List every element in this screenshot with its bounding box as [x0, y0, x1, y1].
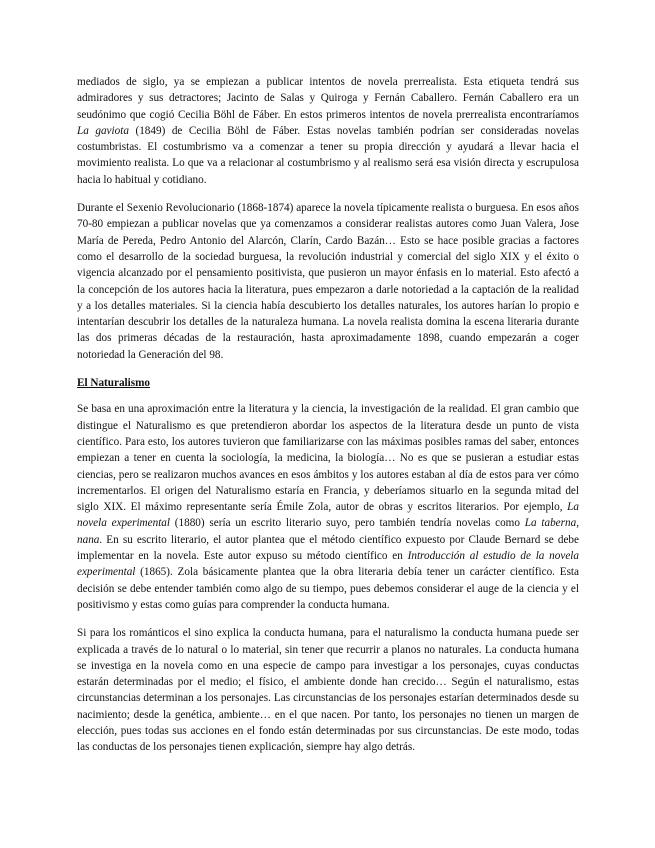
paragraph-text: (1865). Zola básicamente plantea que la obra literaria debía tener un carácter científico. Esta decisión se debe entender también como algo de su tiempo, pues debemos considerar el auge de la ciencia y el positivismo y estas como guías para comprender la conducta humana.: [77, 566, 579, 611]
paragraph-text: mediados de siglo, ya se empiezan a publicar intentos de novela prerrealista. Esta etiqueta tendrá sus admiradores y sus detractores; Jacinto de Salas y Quiroga y Fernán Caballero. Fernán Caballero era un seudónimo que cogió Cecilia Böhl de Fáber. En estos primeros intentos de novela prerrealista encontraríamos: [77, 76, 579, 121]
paragraph-text: (1880) sería un escrito literario suyo, pero también tendría novelas como: [170, 517, 525, 530]
section-heading-naturalismo: El Naturalismo: [77, 377, 151, 390]
paragraph-conducta-humana: Si para los románticos el sino explica la conducta humana, para el naturalismo la conducta humana puede ser explicada a través de lo natural o lo material, sin tener que recurrir a planos no naturales. La conducta humana se investiga en la novela como en una especie de campo para investigar a los personajes, cuyas conductas estarán determinadas por el medio; el físico, el ambiente donde han crecido… Según el naturalismo, estas circunstancias determinan a los personajes. Las circunstancias de los personajes estarían determinados desde su nacimiento; desde la genética, ambiente… en el que nacen. Por tanto, los personajes no tienen un margen de elección, pues todas sus acciones en el fondo están determinadas por sus circunstancias. De este modo, todas las conductas de los personajes tienen explicación, siempre hay algo detrás.: [77, 627, 579, 754]
paragraph-text: Se basa en una aproximación entre la literatura y la ciencia, la investigación de la realidad. El gran cambio que distingue el Naturalismo es que pretendieron abordar los aspectos de la literatura desde un punto de vista científico. Para esto, los autores tuvieron que familiarizarse con las máximas posibles ramas del saber, entonces empiezan a tener en cuenta la sociología, la medicina, la biología… No es que se pusieran a estudiar estas ciencias, pero se realizaron muchos avances en esos ámbitos y los autores estaban al día de estos para ver cómo incrementarlos. El origen del Naturalismo estaría en Francia, y deberíamos situarlo en la segunda mitad del siglo XIX. El máximo representante sería Émile Zola, autor de obras y escritos literarios. Por ejemplo,: [77, 403, 579, 514]
paragraph-prerrealismo: [77, 74, 579, 188]
paragraph-text: (1849) de Cecilia Böhl de Fáber. Estas novelas también podrían ser consideradas novelas costumbristas. El costumbrismo va a comenzar a tener su propia dirección y ayudará a llevar hacia el movimiento realista. Lo que va a relacionar al costumbrismo y al realismo será esa visión directa y escrupulosa hacia lo habitual y cotidiano.: [77, 124, 579, 186]
book-title-introduccion: Introducción al estudio de la novela experimental: [77, 550, 579, 579]
paragraph-sexenio: Durante el Sexenio Revolucionario (1868-1874) aparece la novela típicamente realista o burguesa. En esos años 70-80 empiezan a publicar novelas que ya comenzamos a considerar realistas autores como Juan Valera, Jose María de Pereda, Pedro Antonio del Alarcón, Clarín, Cardo Bazán… Esto se hace posible gracias a factores como el desarrollo de la sociedad burguesa, la revolución industrial y comercial del siglo XIX y el éxito o vigencia alcanzado por el pensamiento positivista, que pusieron un mayor énfasis en lo material. Esto afectó a la concepción de los autores hacia la literatura, pues empezaron a darle notoriedad a la captación de la realidad y a los detalles materiales. Si la ciencia había descubierto los detalles naturales, los autores harían lo propio e intentarían descubrir los detalles de la naturaleza humana. La novela realista domina la escena literaria durante las dos primeras décadas de la restauración, hasta aproximadamente 1898, cuando empezarán a coger notoriedad la Generación del 98.: [77, 202, 579, 361]
book-title-la-taberna: La taberna, nana: [77, 517, 579, 546]
book-title-la-gaviota: La gaviota: [77, 124, 129, 137]
document-page: [77, 74, 579, 768]
paragraph-naturalismo-origen: [77, 401, 579, 613]
book-title-novela-experimental: La novela experimental: [77, 501, 579, 530]
paragraph-text: . En su escrito literario, el autor plantea que el método científico expuesto por Claude Bernard se debe implementar en la novela. Este autor expuso su método científico en: [77, 533, 579, 563]
